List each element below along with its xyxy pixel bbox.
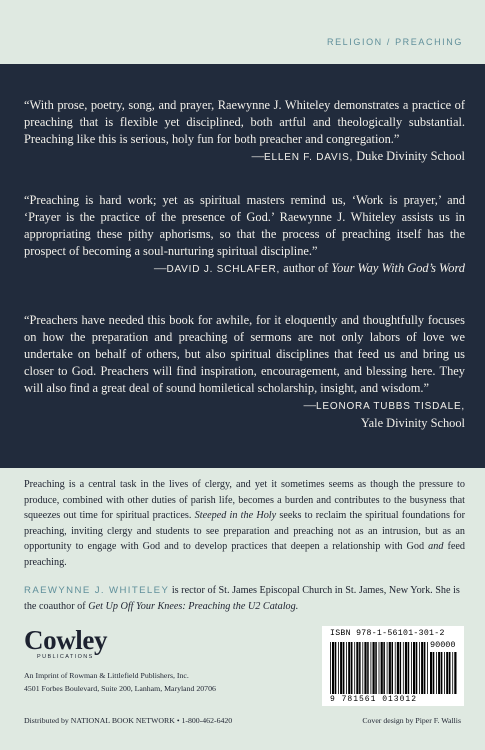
barcode-bar [351, 642, 353, 694]
barcode-bar [389, 642, 391, 694]
barcode-bar [441, 652, 443, 694]
quote-attribution: —ELLEN F. DAVIS, Duke Divinity School [251, 149, 465, 163]
barcode-bar [338, 642, 339, 694]
endorser-affiliation: Yale Divinity School [360, 416, 465, 430]
barcode-bar [397, 642, 399, 694]
barcode-bar [346, 642, 347, 694]
logo-subtitle: PUBLICATIONS [37, 654, 94, 660]
barcode-bar [433, 652, 435, 694]
endorsements-panel [0, 64, 485, 468]
barcode-bar [375, 642, 377, 694]
isbn-barcode [322, 626, 464, 706]
barcode-bar [381, 642, 383, 694]
endorser-name: DAVID J. SCHLAFER, [166, 264, 281, 275]
barcode-bar [395, 642, 396, 694]
price-code: 90000 [430, 640, 456, 650]
endorser-book-title: Your Way With God’s Word [331, 261, 465, 275]
barcode-bar [332, 642, 334, 694]
book-title: Steeped in the Holy [194, 510, 277, 522]
barcode-bar [452, 652, 453, 694]
barcode-bar [454, 652, 456, 694]
barcode-bar [362, 642, 363, 694]
barcode-bar [392, 642, 394, 694]
barcode-bar [379, 642, 380, 694]
barcode-bar [430, 652, 432, 694]
cover-design-credit: Cover design by Piper F. Wallis [362, 716, 461, 725]
endorsement-quote [24, 97, 465, 166]
barcode-bar [444, 652, 445, 694]
barcode-bar [427, 642, 428, 694]
author-name: RAEWYNNE J. WHITELEY [24, 585, 170, 596]
endorsement-quote [24, 192, 465, 278]
quote-attribution: —LEONORA TUBBS TISDALE, [303, 398, 465, 412]
barcode-bar [367, 642, 369, 694]
barcode-bar [387, 642, 388, 694]
barcode-bar [364, 642, 366, 694]
barcode-bar [373, 642, 375, 694]
barcode-bar [403, 642, 404, 694]
author-bio: RAEWYNNE J. WHITELEY is rector of St. James Episcopal Church in St. James, New York. She is the coauthor of Get Up Off Your Knees: Preaching the U2 Catalog. [24, 585, 460, 612]
endorsement-quote [24, 312, 465, 432]
barcode-bar [348, 642, 350, 694]
distributor-info: Distributed by NATIONAL BOOK NETWORK • 1-800-462-6420 [24, 716, 233, 725]
barcode-bar [340, 642, 342, 694]
publisher-info: An Imprint of Rowman & Littlefield Publishers, Inc. 4501 Forbes Boulevard, Suite 200, Lanham, Maryland 20706 [24, 671, 216, 693]
barcode-bars [330, 642, 428, 694]
quote-attribution: —DAVID J. SCHLAFER, author of Your Way With God’s Word [154, 261, 465, 275]
logo-wordmark: Cowley [24, 625, 108, 655]
barcode-bar [421, 642, 423, 694]
barcode-bar [419, 642, 420, 694]
barcode-bar [330, 642, 331, 694]
barcode-bar [335, 642, 337, 694]
barcode-bar [413, 642, 415, 694]
book-description: Preaching is a central task in the lives of clergy, and yet it sometimes seems as though the pressure to produce, combined with other duties of parish life, becomes a burden and contributes to the busyness that squeezes out time for spiritual practices. Steeped in the Holy seeks to reclaim the spiritual foundations for preaching, inviting clergy and students to see preparation and preaching not as an intrusion, but as an opportunity to engage with God and to develop practices that deepen a relationship with God and feed preaching. [24, 479, 465, 568]
endorser-name: ELLEN F. DAVIS, [264, 152, 354, 163]
quote-text: “Preaching is hard work; yet as spiritual masters remind us, ‘Work is prayer,’ and ‘Prayer is the practice of the presence of God.’ Raewynne J. Whiteley assists us in appropriating these pithy aphorisms, so that the process of preaching itself has the prospect of becoming a soul-nurturing spiritual discipline.” [24, 193, 465, 258]
barcode-bar [400, 642, 402, 694]
barcode-addon-bars [430, 652, 458, 694]
barcode-bar [411, 642, 412, 694]
endorser-affiliation-prefix: author of [283, 261, 329, 275]
barcode-bar [383, 642, 385, 694]
quote-text: “Preachers have needed this book for awhile, for it eloquently and thoughtfully focuses on how the preparation and preaching of sermons are not only labors of love we undertake on behalf of others, but also spiritual disciplines that feed us and bring us closer to God. Preachers will find inspiration, encouragement, and blessing here. They will also find a great deal of sound homiletical scholarship, insight, and wisdom.” [24, 313, 465, 395]
barcode-bar [405, 642, 407, 694]
barcode-bar [449, 652, 451, 694]
barcode-bar [343, 642, 345, 694]
barcode-bar [359, 642, 361, 694]
barcode-bar [438, 652, 440, 694]
barcode-bar [416, 642, 418, 694]
endorser-affiliation: Duke Divinity School [356, 149, 465, 163]
barcode-bar [436, 652, 437, 694]
category-label: RELIGION / PREACHING [326, 37, 463, 47]
barcode-bar [371, 642, 372, 694]
publisher-logo [24, 627, 134, 667]
isbn-text: ISBN 978-1-56101-301-2 [330, 629, 445, 638]
barcode-bar [446, 652, 448, 694]
barcode-bar [408, 642, 410, 694]
top-band [0, 0, 485, 64]
coauthored-book-title: Get Up Off Your Knees: Preaching the U2 Catalog. [88, 600, 299, 612]
barcode-bar [356, 642, 358, 694]
endorser-name: LEONORA TUBBS TISDALE, [316, 401, 465, 412]
barcode-number: 9 781561 013012 [330, 695, 418, 704]
barcode-bar [424, 642, 426, 694]
barcode-bar [354, 642, 355, 694]
quote-text: “With prose, poetry, song, and prayer, Raewynne J. Whiteley demonstrates a practice of preaching that is flexible yet disciplined, both artful and theologically substantial. Preaching like this is serious, holy fun for both preacher and congregation.” [24, 98, 465, 146]
